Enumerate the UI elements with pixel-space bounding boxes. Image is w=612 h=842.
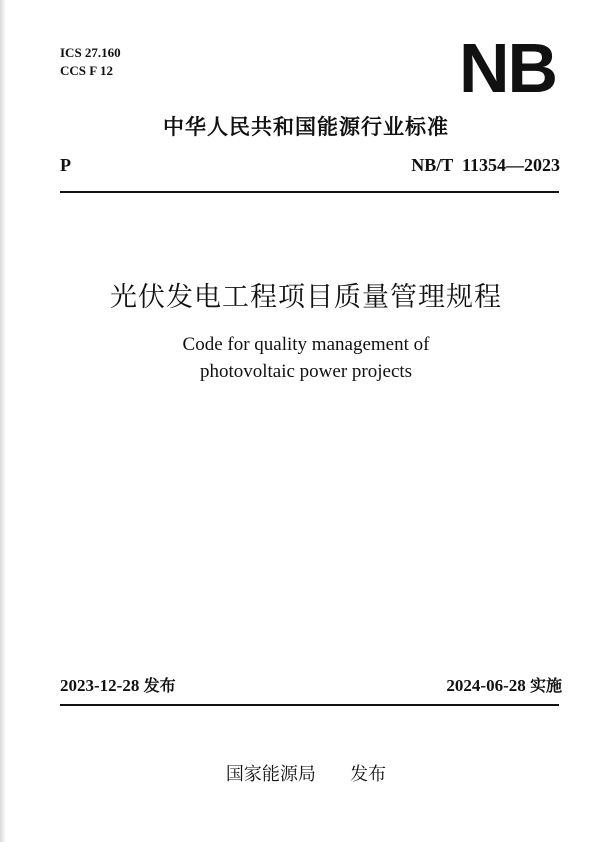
issuer-block — [0, 762, 612, 788]
implementation-label: 实施 — [529, 676, 562, 695]
nb-logo: NB — [459, 29, 557, 107]
standard-number: NB/T 11354—2023 — [411, 155, 560, 175]
ccs-code: CCS F 12 — [60, 63, 113, 78]
bottom-divider — [60, 704, 559, 706]
issue-label: 发布 — [143, 676, 176, 695]
category-code: P — [60, 155, 71, 175]
document-title-english — [0, 331, 612, 385]
ics-code: ICS 27.160 — [60, 45, 121, 60]
issuer-name: 国家能源局 — [225, 764, 316, 785]
issuer-label: 发布 — [350, 764, 387, 785]
classification-codes — [60, 44, 121, 80]
implementation-date-block — [446, 675, 562, 697]
english-title-line-1: Code for quality management of — [182, 334, 430, 355]
implementation-date: 2024-06-28 — [446, 676, 526, 695]
issue-date: 2023-12-28 — [60, 676, 140, 695]
issue-date-block — [60, 675, 176, 697]
document-title-chinese: 光伏发电工程项目质量管理规程 — [110, 282, 502, 313]
top-divider — [60, 191, 559, 193]
industry-standard-title: 中华人民共和国能源行业标准 — [163, 115, 449, 139]
english-title-line-2: photovoltaic power projects — [199, 361, 413, 382]
